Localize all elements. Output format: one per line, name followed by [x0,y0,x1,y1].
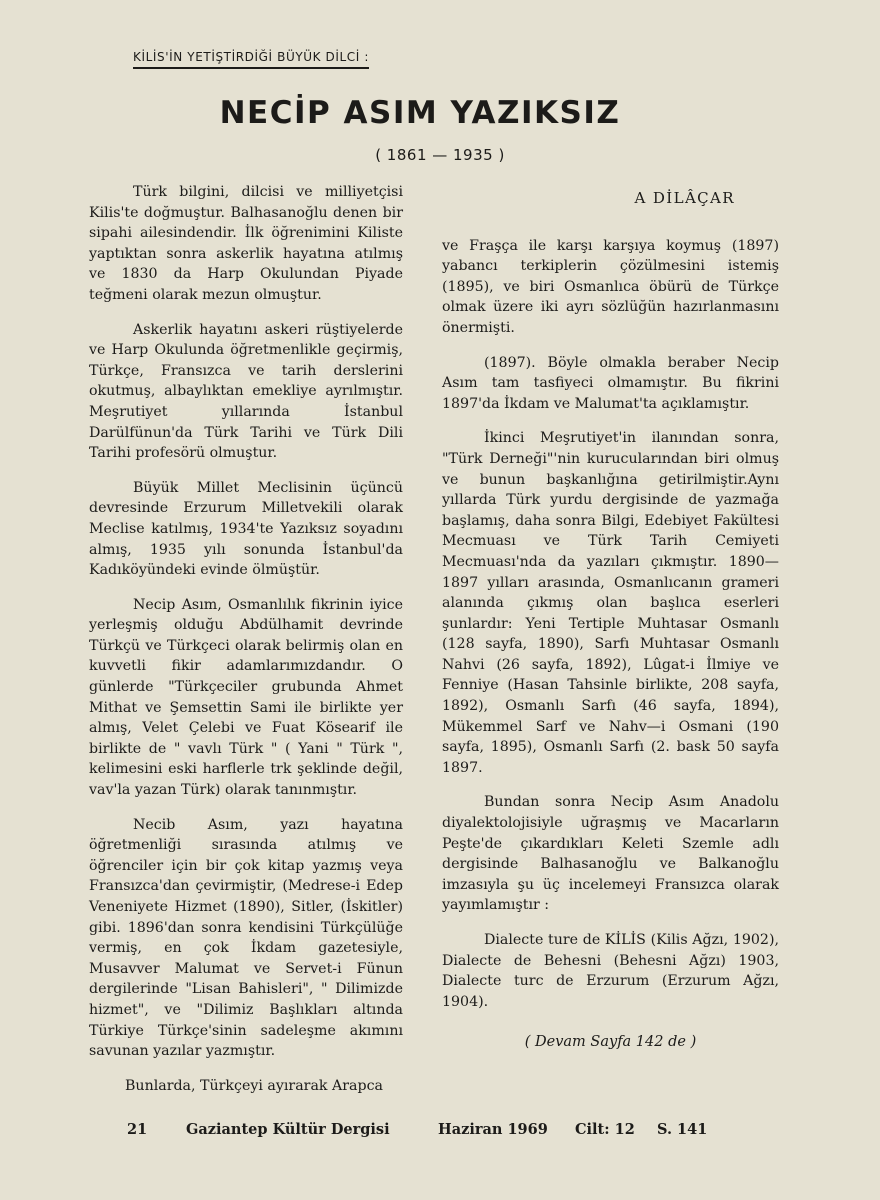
issue-number: S. 141 [657,1121,708,1138]
paragraph: (1897). Böyle olmakla beraber Necip Asım tam tasfiyeci olmamıştır. Bu fikrini 1897'da İkdam ve Malumat'ta açıklamıştır. [442,354,779,412]
author-name: A DİLÂÇAR [634,189,735,207]
journal-name: Gaziantep Kültür Dergisi [186,1121,390,1138]
paragraph: Büyük Millet Meclisinin üçüncü devresinde Erzurum Milletvekili olarak Meclise katılmış, 1934'te Yazıksız soyadını almış, 1935 yılı sonunda İstanbul'da Kadıköyündeki evinde ölmüştür. [89,479,403,579]
paragraph: Necip Asım, Osmanlılık fikrinin iyice yerleşmiş olduğu Abdülhamit devrinde Türkçü ve Türkçeci olarak belirmiş olan en kuvvetli fikir adamlarımızdandır. O günlerde "Türkçeciler grubunda Ahmet Mithat ve Şemsettin Sami ile birlikte yer almış, Velet Çelebi ve Fuat Kösearif ile birlikte de " vavlı Türk " ( Yani " Türk ", kelimesini eski harflerle trk şeklinde değil, vav'la yazan Türk) olarak tanınmıştır. [89,596,403,799]
paragraph: Bunlarda, Türkçeyi ayırarak Arapca [125,1077,383,1094]
paragraph: Türk bilgini, dilcisi ve milliyetçisi Kilis'te doğmuştur. Balhasanoğlu denen bir sipahi ailesindendir. İlk öğrenimini Kiliste yaptıktan sonra askerlik hayatına atılmış ve 1830 da Harp Okulundan Piyade teğmeni olarak mezun olmuştur. [89,184,403,303]
continuation-note: ( Devam Sayfa 142 de ) [524,1034,697,1051]
paragraph: Dialecte ture de KİLİS (Kilis Ağzı, 1902), Dialecte de Behesni (Behesni Ağzı) 1903, Dialecte turc de Erzurum (Erzurum Ağzı, 1904). [442,932,779,1010]
paragraph: İkinci Meşrutiyet'in ilanından sonra, "Türk Derneği"'nin kurucularından biri olmuş ve bunun başkanlığına getirilmiştir.Aynı yıllarda Türk yurdu dergisinde de yazmağa başlamış, daha sonra Bilgi, Edebiyet Fakültesi Mecmuası ve Türk Tarih Cemiyeti Mecmuası'nda da yazıları çıkmıştır. 1890—1897 yılları arasında, Osmanlıcanın grameri alanında çıkmış olan başlıca eserleri şunlardır: Yeni Tertiple Muhtasar Osmanlı (128 sayfa, 1890), Sarfı Muhtasar Osmanlı Nahvi (26 sayfa, 1892), Lûgat-i İlmiye ve Fenniye (Hasan Tahsinle birlikte, 208 sayfa, 1892), Osmanlı Sarfı (46 sayfa, 1894), Mükemmel Sarf ve Nahv—i Osmani (190 sayfa, 1895), Osmanlı Sarfı (2. bask 50 sayfa 1897. [442,430,779,776]
left-column [89,182,403,1110]
paragraph: Bundan sonra Necip Asım Anadolu diyalektolojisiyle uğraşmış ve Macarların Peşte'de çıkardıkları Keleti Szemle adlı dergisinde Balhasanoğlu ve Balkanoğlu imzasıyla şu üç incelemeyi Fransızca olarak yayımlamıştır : [442,794,779,914]
article-title: NECİP ASIM YAZIKSIZ [219,95,621,131]
paragraph: Necib Asım, yazı hayatına öğretmenliği sırasında atılmış ve öğrenciler için bir çok kitap yazmış veya Fransızca'dan çevirmiştir, (Medrese-i Edep Veneniyete Hizmet (1890), Sitler, (İskitler) gibi. 1896'dan sonra kendisini Türkçülüğe vermiş, en çok İkdam gazetesiyle, Musavver Malumat ve Servet-i Fünun dergilerinde "Lisan Bahisleri", " Dilimizde hizmet", ve "Dilimiz Başlıkları altında Türkiye Türkçe'sinin sadeleşme akımını savunan yazılar yazmıştır. [89,816,403,1060]
volume-number: Cilt: 12 [575,1121,635,1138]
issue-date: Haziran 1969 [438,1121,548,1138]
life-dates: ( 1861 — 1935 ) [375,146,505,164]
paragraph: Askerlik hayatını askeri rüştiyelerde ve Harp Okulunda öğretmenlikle geçirmiş, Türkçe, Fransızca ve tarih derslerini okutmuş, albaylıktan emekliye ayrılmıştır. Meşrutiyet yıllarında İstanbul Darülfünun'da Türk Tarihi ve Türk Dili Tarihi profesörü olmuştur. [89,321,403,462]
page-number: 21 [127,1121,148,1138]
right-column [442,188,779,1053]
paragraph: ve Fraşça ile karşı karşıya koymuş (1897) yabancı terkiplerin çözülmesini istemiş (1895), ve biri Osmanlıca öbürü de Türkçe olmak üzere iki ayrı sözlüğün hazırlanmasını önermişti. [442,237,779,336]
series-heading: KİLİS'İN YETİŞTİRDİĞİ BÜYÜK DİLCİ : [133,50,369,69]
